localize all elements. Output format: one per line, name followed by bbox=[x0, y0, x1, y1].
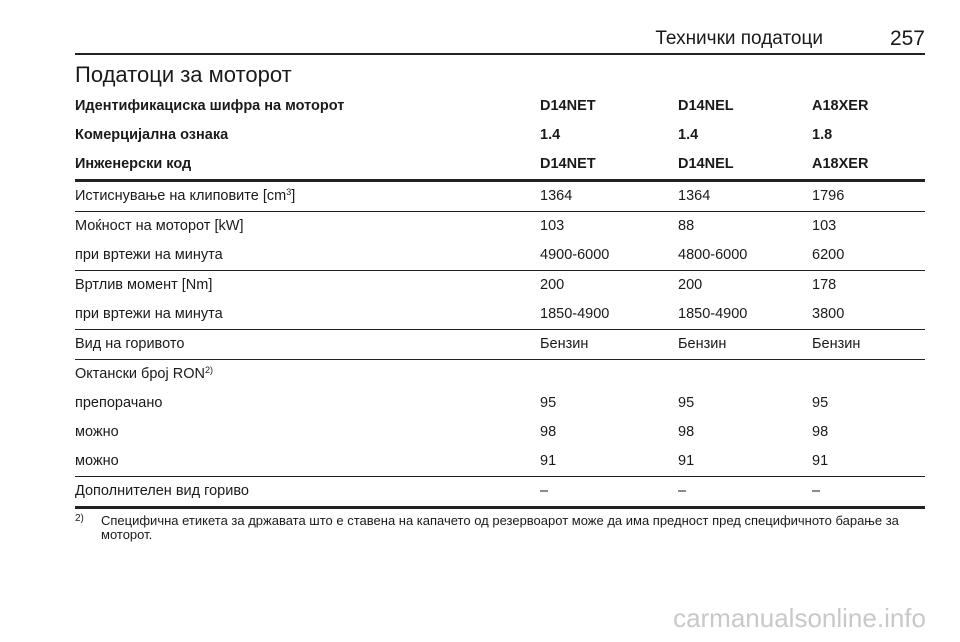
cell: 1850-4900 bbox=[540, 306, 610, 322]
table-header-row bbox=[75, 150, 925, 179]
footnote bbox=[75, 514, 925, 542]
page-header bbox=[75, 22, 925, 56]
cell: 3800 bbox=[812, 306, 845, 322]
cell bbox=[75, 366, 213, 382]
cell: 1.8 bbox=[812, 127, 833, 143]
cell: – bbox=[678, 483, 687, 499]
cell: 88 bbox=[678, 218, 695, 234]
table-header-row bbox=[75, 92, 925, 121]
cell: 178 bbox=[812, 277, 837, 293]
cell: D14NET bbox=[540, 98, 596, 114]
cell: Вид на горивото bbox=[75, 336, 185, 352]
page-number: 257 bbox=[889, 27, 925, 50]
footnote-marker: 2) bbox=[75, 513, 84, 524]
footnote-ref: 2) bbox=[204, 365, 213, 375]
cell: A18XER bbox=[812, 98, 869, 114]
table-row bbox=[75, 212, 925, 241]
cell bbox=[75, 188, 295, 204]
bracket: ] bbox=[291, 188, 296, 204]
cell: D14NET bbox=[540, 156, 596, 172]
table-row bbox=[75, 418, 925, 447]
cell: 6200 bbox=[812, 247, 845, 263]
table-row bbox=[75, 182, 925, 211]
cell: 103 bbox=[812, 218, 837, 234]
cell: Бензин bbox=[812, 336, 861, 352]
table-row bbox=[75, 360, 925, 389]
superscript: 3 bbox=[286, 187, 292, 197]
table-row bbox=[75, 271, 925, 300]
cell: 4800-6000 bbox=[678, 247, 748, 263]
cell: A18XER bbox=[812, 156, 869, 172]
cell: Моќност на моторот [kW] bbox=[75, 218, 244, 234]
cell: 1850-4900 bbox=[678, 306, 748, 322]
cell: D14NEL bbox=[678, 98, 734, 114]
cell: 1796 bbox=[812, 188, 845, 204]
table-row bbox=[75, 477, 925, 506]
cell: – bbox=[812, 483, 821, 499]
table-rule bbox=[75, 506, 925, 509]
cell: при вртежи на минута bbox=[75, 247, 223, 263]
cell: 1.4 bbox=[540, 127, 561, 143]
cell: 98 bbox=[540, 424, 557, 440]
cell: 1364 bbox=[540, 188, 573, 204]
cell: 95 bbox=[678, 395, 695, 411]
cell: 91 bbox=[812, 453, 829, 469]
header-rule bbox=[75, 53, 925, 55]
engine-data-table bbox=[75, 92, 925, 509]
cell: Идентификациска шифра на моторот bbox=[75, 98, 345, 114]
cell: Комерцијална ознака bbox=[75, 127, 229, 143]
displacement-label: Истиснување на клиповите [cm bbox=[75, 188, 287, 204]
cell: – bbox=[540, 483, 549, 499]
cell: 200 bbox=[678, 277, 703, 293]
cell: 95 bbox=[812, 395, 829, 411]
cell: Дополнителен вид гориво bbox=[75, 483, 249, 499]
table-row bbox=[75, 300, 925, 329]
cell: 200 bbox=[540, 277, 565, 293]
table-row bbox=[75, 241, 925, 270]
header-title: Технички податоци bbox=[655, 28, 823, 49]
cell: 4900-6000 bbox=[540, 247, 610, 263]
octane-label: Октански број RON bbox=[75, 366, 205, 382]
cell: 103 bbox=[540, 218, 565, 234]
watermark: carmanualsonline.info bbox=[673, 603, 926, 633]
cell: 91 bbox=[540, 453, 557, 469]
cell: 95 bbox=[540, 395, 557, 411]
cell: Инженерски код bbox=[75, 156, 192, 172]
cell: 98 bbox=[678, 424, 695, 440]
cell: Вртлив момент [Nm] bbox=[75, 277, 213, 293]
cell: Бензин bbox=[540, 336, 589, 352]
cell: 1.4 bbox=[678, 127, 699, 143]
section-title: Податоци за моторот bbox=[75, 62, 292, 87]
cell: 1364 bbox=[678, 188, 711, 204]
table-row bbox=[75, 447, 925, 476]
cell: препорачано bbox=[75, 395, 163, 411]
table-header-row bbox=[75, 121, 925, 150]
cell: 98 bbox=[812, 424, 829, 440]
cell: Бензин bbox=[678, 336, 727, 352]
table-row bbox=[75, 330, 925, 359]
cell: D14NEL bbox=[678, 156, 734, 172]
cell: можно bbox=[75, 453, 119, 469]
cell: 91 bbox=[678, 453, 695, 469]
cell: можно bbox=[75, 424, 119, 440]
cell: при вртежи на минута bbox=[75, 306, 223, 322]
footnote-text: Специфична етикета за државата што е ставена на капачето од резервоарот може да има предност пред специфичното барање за моторот. bbox=[101, 513, 899, 542]
table-row bbox=[75, 389, 925, 418]
